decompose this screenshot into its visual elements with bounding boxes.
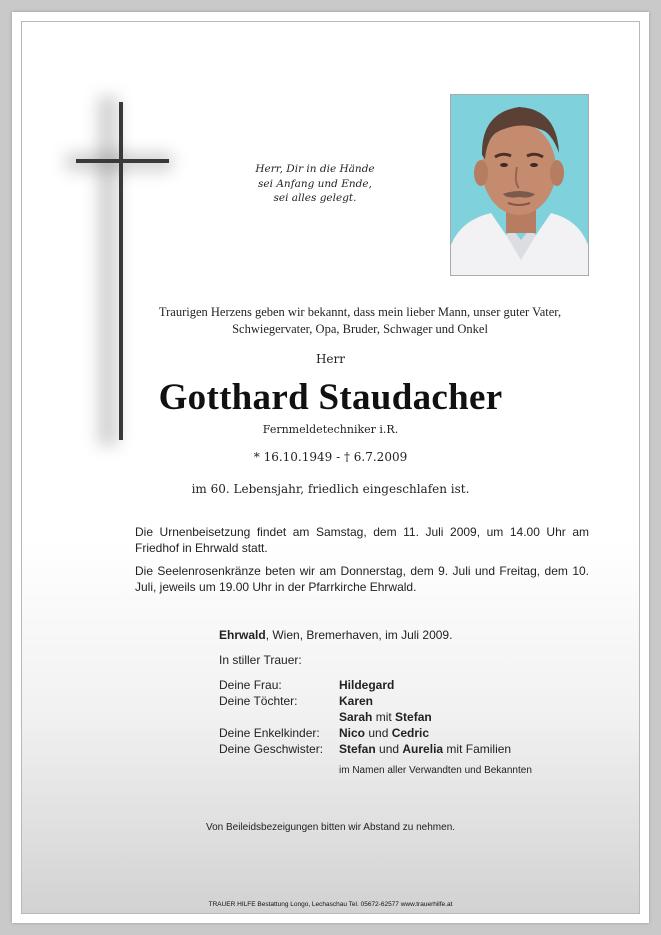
sibling-1: Stefan [339,742,376,756]
location-line [219,628,452,642]
relative-name-wife: Hildegard [339,678,395,692]
condolence-note: Von Beileidsbezeigungen bitten wir Abstand zu nehmen. [205,822,456,833]
portrait-image [451,95,588,275]
verse-line-2: sei Anfang und Ende, [258,177,372,190]
relative-name-daughter-1: Karen [339,694,374,708]
location-rest: , Wien, Bremerhaven, im Juli 2009. [265,628,453,642]
relative-label-grandchildren: Deine Enkelkinder: [219,726,320,740]
deceased-name: Gotthard Staudacher [158,377,503,418]
announcement-text: Traurigen Herzens geben wir bekannt, dass mein lieber Mann, unser guter Vater, Schwiegervater, Opa, Bruder, Schwager und Onkel [158,305,562,336]
funeral-home-footer: TRAUER HILFE Bestattung Longo, Lechaschau Tel. 05672-62577 www.trauerhilfe.at [208,901,453,908]
siblings-suffix: mit Familien [443,742,512,756]
relative-name-daughter-2 [339,710,432,724]
funeral-details: Die Urnenbeisetzung findet am Samstag, dem 11. Juli 2009, um 14.00 Uhr am Friedhof in Ehrwald statt. [135,525,589,555]
location-town: Ehrwald [219,628,266,642]
verse-line-1: Herr, Dir in die Hände [255,163,375,175]
occupation: Fernmeldetechniker i.R. [262,423,399,436]
relative-name-siblings [339,742,511,756]
grandchild-1: Nico [339,726,366,740]
daughter-2-connector: mit [372,710,396,724]
grandchild-2: Cedric [391,726,430,740]
life-dates: * 16.10.1949 - † 6.7.2009 [253,450,408,464]
relative-label-siblings: Deine Geschwister: [219,742,324,756]
relative-name-grandchildren [339,726,429,740]
salutation: Herr [315,352,346,366]
portrait-photo [450,94,589,276]
verse-line-3: sei alles gelegt. [273,192,357,204]
relative-label-daughters: Deine Töchter: [219,694,298,708]
siblings-connector: und [375,742,403,756]
daughter-2-partner: Stefan [395,710,432,724]
sibling-2: Aurelia [402,742,444,756]
mourning-intro: In stiller Trauer: [219,653,302,667]
grandchildren-connector: und [365,726,392,740]
relative-label-wife: Deine Frau: [219,678,282,692]
relatives-note: im Namen aller Verwandten und Bekannten [339,765,532,776]
cross-icon-crossbar [76,159,169,163]
daughter-2-name: Sarah [339,710,373,724]
bible-verse [240,162,390,206]
age-text: im 60. Lebensjahr, friedlich eingeschlafen ist. [191,482,470,496]
rosary-details: Die Seelenrosenkränze beten wir am Donnerstag, dem 9. Juli und Freitag, dem 10. Juli, jeweils um 19.00 Uhr in der Pfarrkirche Ehrwald. [135,564,589,594]
